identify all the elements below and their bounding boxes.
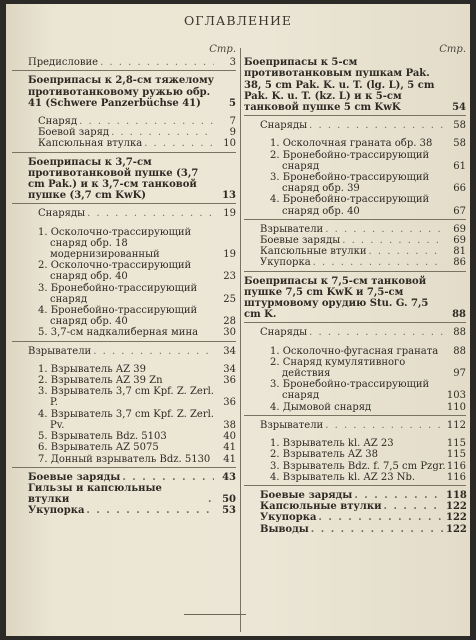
toc-section-entry[interactable]: Боеприпасы к 5-см противотанковым пушкам Pak. 38, 5 cm Pak. K. u. T. (lg. L), 5 cm Pak. K. u. T. (kz. L) и к 5-см танковой пушке 5 cm KwK 54: [244, 57, 466, 114]
page-column-header: Стр.: [439, 44, 466, 55]
toc-entry[interactable]: 2. Осколочно-трассирующий снаряд обр. 40 23: [38, 260, 236, 283]
toc-entry[interactable]: Капсюльная втулка . . . 10: [12, 138, 236, 149]
toc-entry[interactable]: 2. Снаряд кумулятивного действия 97: [270, 356, 466, 380]
toc-section-entry[interactable]: Боеприпасы к 2,8-см тяжелому противотанковому ружью обр. 41 (Schwere Panzerbüchse 41) 5: [28, 75, 236, 109]
toc-right-column: [244, 44, 466, 535]
section-rule: [12, 152, 236, 153]
toc-entry[interactable]: 1. Осколочная граната обр. 38 58: [270, 138, 466, 150]
toc-section-entry[interactable]: Гильзы и капсюльные втулки . . . 50: [12, 483, 236, 505]
toc-entry[interactable]: 7. Донный взрыватель Bdz. 5130 41: [38, 453, 236, 465]
toc-section-entry[interactable]: Выводы . . . 122: [244, 524, 466, 535]
toc-entry[interactable]: 1. Осколочно-трассирующий снаряд обр. 18 модернизированный 19: [38, 226, 236, 261]
toc-entry[interactable]: Снаряды . . . 58: [244, 120, 466, 131]
footer-rule: [184, 614, 246, 615]
toc-section-entry[interactable]: Боеприпасы к 3,7-см противотанковой пушке (3,7 cm Pak.) и к 3,7-см танковой пушке (3,7 cm KwK) 13: [28, 156, 236, 202]
toc-entry[interactable]: Укупорка . . . 86: [244, 257, 466, 268]
toc-entry[interactable]: 4. Взрыватель 3,7 cm Kpf. Z. Zerl. Pv. 38: [38, 408, 236, 431]
toc-entry[interactable]: 3. Взрыватель 3,7 cm Kpf. Z. Zerl. P. 36: [38, 386, 236, 409]
toc-entry[interactable]: 4. Бронебойно-трассирующий снаряд обр. 40 67: [270, 194, 466, 217]
toc-section-entry[interactable]: Укупорка . . . 122: [244, 512, 466, 523]
toc-entry[interactable]: Боевой заряд . . . 9: [12, 127, 236, 138]
section-rule: [244, 322, 466, 323]
toc-entry[interactable]: 5. Взрыватель Bdz. 5103 40: [38, 431, 236, 443]
section-rule: [244, 115, 466, 116]
section-rule: [12, 70, 236, 71]
toc-entry[interactable]: 3. Взрыватель Bdz. f. 7,5 cm Pzgr. 116: [270, 460, 466, 472]
page-title: ОГЛАВЛЕНИЕ: [183, 13, 293, 28]
toc-entry[interactable]: Капсюльные втулки . . . 81: [244, 246, 466, 257]
page-column-header: Стр.: [209, 44, 236, 55]
toc-entry[interactable]: Взрыватели . . . 69: [244, 224, 466, 235]
toc-entry[interactable]: Взрыватели . . . 112: [244, 420, 466, 431]
section-rule: [244, 219, 466, 220]
toc-entry[interactable]: 4. Взрыватель kl. AZ 23 Nb. 116: [270, 471, 466, 483]
section-rule: [12, 203, 236, 204]
toc-entry[interactable]: 6. Взрыватель AZ 5075 41: [38, 442, 236, 454]
toc-section-entry[interactable]: Боевые заряды . . . 43: [12, 472, 236, 483]
document-page: [6, 4, 470, 636]
toc-entry[interactable]: Снаряд . . . 7: [12, 116, 236, 127]
column-divider: [240, 48, 241, 632]
toc-entry[interactable]: Боевые заряды . . . 69: [244, 235, 466, 246]
toc-section-entry[interactable]: Укупорка . . . 53: [12, 505, 236, 516]
toc-entry[interactable]: Снаряды . . . 19: [12, 208, 236, 219]
toc-entry[interactable]: 2. Взрыватель AZ 38 115: [270, 449, 466, 461]
toc-entry[interactable]: 4. Дымовой снаряд 110: [270, 401, 466, 413]
toc-entry[interactable]: 4. Бронебойно-трассирующий снаряд обр. 40 28: [38, 305, 236, 328]
toc-section-entry[interactable]: Боеприпасы к 7,5-см танковой пушке 7,5 cm KwK и 7,5-см штурмовому орудию Stu. G. 7,5 cm K. 88: [244, 275, 466, 321]
toc-entry[interactable]: Снаряды . . . 88: [244, 327, 466, 338]
toc-section-entry[interactable]: Боевые заряды . . . 118: [244, 490, 466, 501]
toc-entry[interactable]: 1. Взрыватель AZ 39 34: [38, 363, 236, 375]
toc-entry[interactable]: Взрыватели . . . 34: [12, 346, 236, 357]
section-rule: [12, 467, 236, 468]
toc-entry[interactable]: Предисловие . . . 3: [12, 57, 236, 68]
toc-section-entry[interactable]: Капсюльные втулки . . . 122: [244, 501, 466, 512]
toc-left-column: [12, 44, 236, 517]
toc-entry[interactable]: 3. Бронебойно-трассирующий снаряд 25: [38, 282, 236, 305]
toc-entry[interactable]: 1. Осколочно-фугасная граната 88: [270, 345, 466, 357]
toc-entry[interactable]: 2. Взрыватель AZ 39 Zn 36: [38, 375, 236, 387]
section-rule: [244, 485, 466, 486]
toc-entry[interactable]: 5. 3,7-см надкалиберная мина 30: [38, 327, 236, 339]
toc-entry[interactable]: 2. Бронебойно-трассирующий снаряд 61: [270, 149, 466, 172]
toc-entry[interactable]: 1. Взрыватель kl. AZ 23 115: [270, 438, 466, 450]
section-rule: [12, 341, 236, 342]
section-rule: [244, 415, 466, 416]
toc-entry[interactable]: 3. Бронебойно-трассирующий снаряд 103: [270, 379, 466, 402]
toc-entry[interactable]: 3. Бронебойно-трассирующий снаряд обр. 39 66: [270, 172, 466, 195]
section-rule: [244, 271, 466, 272]
